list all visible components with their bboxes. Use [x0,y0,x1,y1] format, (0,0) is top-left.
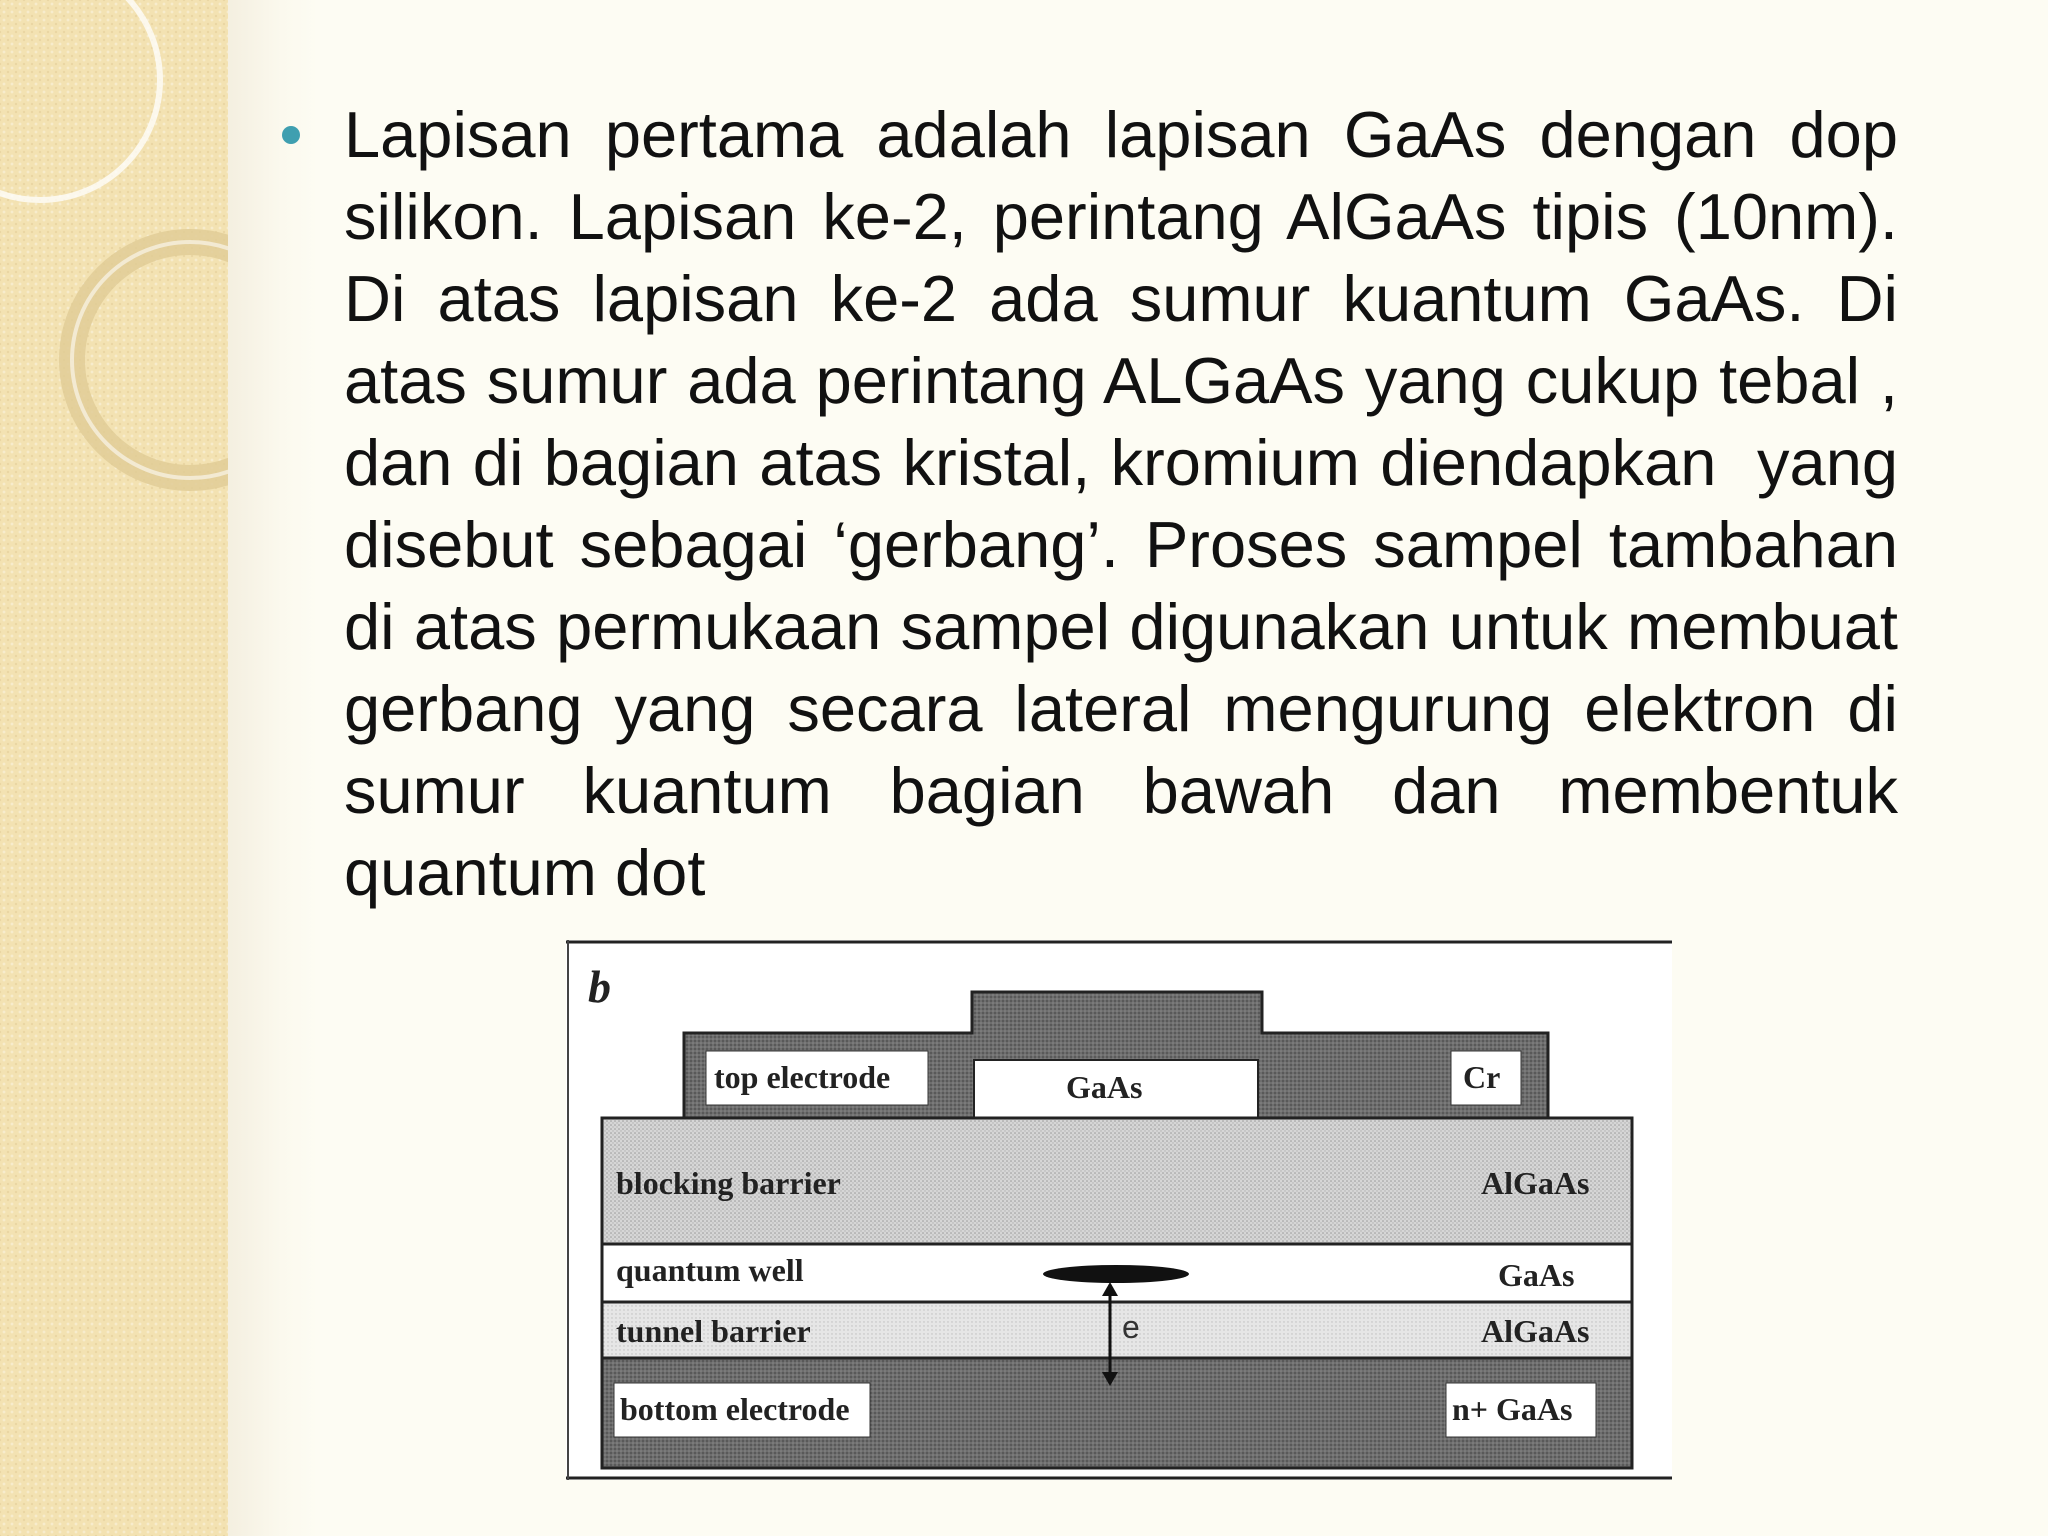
bullet-item [282,94,1917,914]
quantum-dot [1043,1265,1189,1283]
decorative-rings-icon [0,0,228,520]
blocking-material-label: AlGaAs [1481,1165,1590,1201]
bullet-text: Lapisan pertama adalah lapisan GaAs dengan dop silikon. Lapisan ke-2, perintang AlGaAs tipis (10nm). Di atas lapisan ke-2 ada sumur kuantum GaAs. Di atas sumur ada perintang ALGaAs yang cukup tebal , dan di bagian atas kristal, kromium diendapkan yang disebut sebagai ‘gerbang’. Proses sampel tambahan di atas permukaan sampel digunakan untuk membuat gerbang yang secara lateral mengurung elektron di sumur kuantum bagian bawah dan membentuk quantum dot [344,98,1917,909]
top-material-label: Cr [1463,1059,1501,1095]
panel-label: b [588,961,611,1012]
bottom-electrode-label: bottom electrode [620,1391,850,1427]
well-material-label: GaAs [1498,1257,1575,1293]
tunnel-material-label: AlGaAs [1481,1313,1590,1349]
top-electrode-label: top electrode [714,1059,891,1095]
electron-label: e [1122,1309,1140,1345]
blocking-barrier-label: blocking barrier [616,1165,841,1201]
tunnel-barrier-label: tunnel barrier [616,1313,811,1349]
bullet-dot-icon [282,126,300,144]
quantum-well-label: quantum well [616,1252,804,1288]
gate-material-label: GaAs [1066,1069,1143,1105]
bottom-material-label: n+ GaAs [1452,1391,1573,1427]
slide-content [282,94,1917,914]
quantum-dot-diagram [566,940,1672,1480]
decorative-sidebar [0,0,228,1536]
